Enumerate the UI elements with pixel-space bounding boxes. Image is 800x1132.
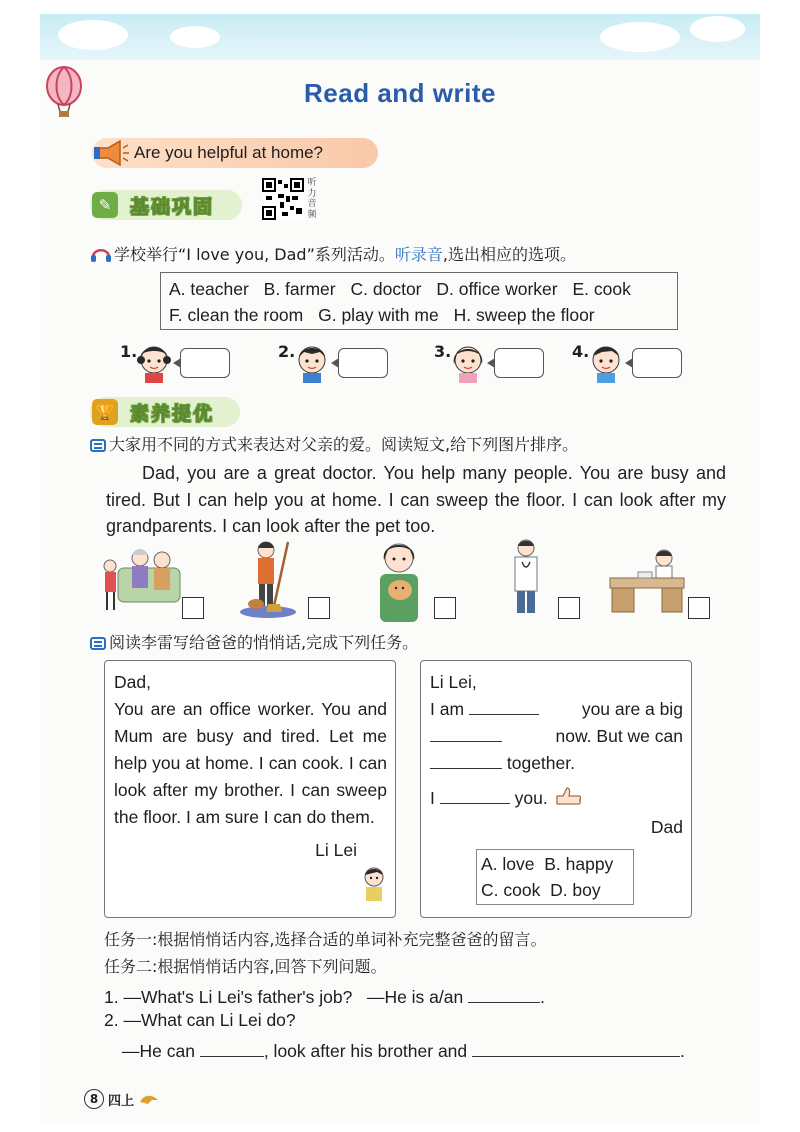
listening-options-box — [160, 272, 678, 330]
listening-instruction — [90, 244, 576, 266]
answer-2-blank-2[interactable] — [472, 1038, 680, 1057]
word-option: C. cook — [481, 880, 541, 900]
bird-icon — [138, 1092, 160, 1106]
blank-1[interactable] — [469, 696, 539, 715]
question-1: 1. —What's Li Lei's father's job? —He is a/an . — [104, 984, 545, 1008]
word-option: D. boy — [550, 880, 601, 900]
option-e: E. cook — [572, 279, 631, 299]
answer-2-middle: , look after his brother and — [263, 1041, 468, 1061]
question-1-text: 1. —What's Li Lei's father's job? — [104, 987, 353, 1007]
boy-face-icon — [290, 340, 334, 384]
option-c: C. doctor — [350, 279, 422, 299]
reply-line-1 — [430, 696, 683, 723]
listening-instruction-highlight: 听录音 — [394, 245, 443, 264]
page-title: Read and write — [304, 78, 496, 108]
megaphone-icon — [92, 138, 132, 168]
reading1-instruction-text: 大家用不同的方式来表达对父亲的爱。阅读短文,给下列图片排序。 — [109, 435, 579, 454]
item-number: 4. — [572, 342, 590, 361]
word-bank — [476, 849, 634, 905]
answer-bubble-4[interactable] — [632, 348, 682, 378]
page-footer — [84, 1089, 160, 1109]
listening-instruction-prefix: 学校举行“I love you, Dad”系列活动。 — [114, 245, 395, 264]
option-g: G. play with me — [318, 305, 439, 325]
page-number: 8 — [84, 1089, 104, 1109]
girl-face-icon — [446, 340, 490, 384]
cloud — [58, 20, 128, 50]
word-option: B. happy — [544, 854, 614, 874]
grandparents-picture — [100, 538, 182, 618]
reply-line-4 — [430, 785, 683, 812]
topic-text: Are you helpful at home? — [134, 143, 324, 162]
option-d: D. office worker — [436, 279, 558, 299]
qr-label: 听力音频 — [307, 178, 317, 220]
question-2: 2. —What can Li Lei do? — [104, 1010, 296, 1030]
blank-3[interactable] — [430, 750, 502, 769]
cloud — [690, 16, 745, 42]
section-advanced-label: 素养提优 — [130, 402, 215, 425]
options-row-1 — [169, 276, 677, 302]
reading1-passage — [106, 460, 726, 540]
letter-body: You are an office worker. You and Mum are busy and tired. Let me help you at home. I can cook. I can look after my brother. I can sweep the floor. I am sure I can do them. — [114, 699, 387, 827]
reply-text: I — [430, 788, 435, 808]
order-checkbox-2[interactable] — [308, 597, 330, 619]
boy-avatar-icon — [359, 865, 389, 903]
answer-bubble-2[interactable] — [338, 348, 388, 378]
option-h: H. sweep the floor — [453, 305, 595, 325]
task-1: 任务一:根据悄悄话内容,选择合适的单词补充完整爸爸的留言。 — [104, 930, 547, 949]
answer-1-prefix: —He is a/an — [366, 987, 464, 1007]
task-2: 任务二:根据悄悄话内容,回答下列问题。 — [104, 957, 387, 976]
trophy-icon: 🏆 — [92, 399, 118, 425]
answer-bubble-3[interactable] — [494, 348, 544, 378]
answer-2-blank-1[interactable] — [200, 1038, 264, 1057]
order-checkbox-3[interactable] — [434, 597, 456, 619]
blank-2[interactable] — [430, 723, 502, 742]
notebook-icon: ✎ — [92, 192, 118, 218]
pet-picture — [370, 538, 428, 622]
doctor-picture — [506, 538, 546, 618]
reply-text: together. — [506, 753, 575, 773]
option-f: F. clean the room — [169, 305, 304, 325]
grade-label: 四上 — [108, 1093, 135, 1109]
options-row-2 — [169, 302, 677, 328]
option-a: A. teacher — [169, 279, 249, 299]
answer-bubble-1[interactable] — [180, 348, 230, 378]
reply-text: you. — [514, 788, 548, 808]
reply-text: I am — [430, 699, 465, 719]
topic-banner — [92, 138, 378, 168]
letter-signature — [114, 837, 387, 864]
order-checkbox-1[interactable] — [182, 597, 204, 619]
blank-4[interactable] — [440, 785, 510, 804]
reading2-instruction-text: 阅读李雷写给爸爸的悄悄话,完成下列任务。 — [109, 633, 419, 652]
book-icon — [90, 637, 106, 650]
item-number: 2. — [278, 342, 296, 361]
listening-instruction-suffix: ,选出相应的选项。 — [442, 245, 576, 264]
answer-2: —He can , look after his brother and . — [122, 1038, 685, 1062]
reading1-passage-text: Dad, you are a great doctor. You help many people. You are busy and tired. But I can help you at home. I can sweep the floor. I can look after my grandparents. I can look after the pet too. — [106, 463, 726, 536]
order-checkbox-4[interactable] — [558, 597, 580, 619]
headphones-icon — [90, 245, 112, 263]
item-number: 1. — [120, 342, 138, 361]
letter-greeting: Dad, — [114, 672, 151, 692]
word-bank-row — [481, 877, 633, 903]
word-option: A. love — [481, 854, 535, 874]
reply-text: you are a big — [581, 699, 683, 719]
reply-signature-text: Dad — [650, 817, 683, 837]
thumbs-up-icon — [553, 786, 583, 808]
reply-greeting: Li Lei, — [430, 672, 477, 692]
answer-2-prefix: —He can — [122, 1041, 195, 1061]
letter-signature-text: Li Lei — [315, 840, 357, 860]
section-basic-label: 基础巩固 — [130, 195, 215, 218]
girl-face-icon — [132, 340, 176, 384]
cloud — [170, 26, 220, 48]
item-number: 3. — [434, 342, 452, 361]
sweeping-picture — [236, 538, 306, 618]
letter-to-dad — [104, 660, 396, 918]
reply-signature — [430, 814, 683, 841]
cloud — [600, 22, 680, 52]
book-icon — [90, 439, 106, 452]
qr-code-icon[interactable] — [262, 178, 304, 220]
reply-line-3 — [430, 750, 683, 777]
reading1-instruction — [90, 434, 578, 456]
sky-header — [40, 14, 760, 60]
word-bank-row — [481, 851, 633, 877]
option-b: B. farmer — [263, 279, 336, 299]
order-checkbox-5[interactable] — [688, 597, 710, 619]
reply-text: now. But we can — [555, 726, 683, 746]
answer-1-blank[interactable] — [468, 984, 540, 1003]
reading2-instruction — [90, 632, 418, 654]
office-desk-picture — [608, 538, 688, 618]
boy-face-icon — [584, 340, 628, 384]
reply-line-2 — [430, 723, 683, 750]
